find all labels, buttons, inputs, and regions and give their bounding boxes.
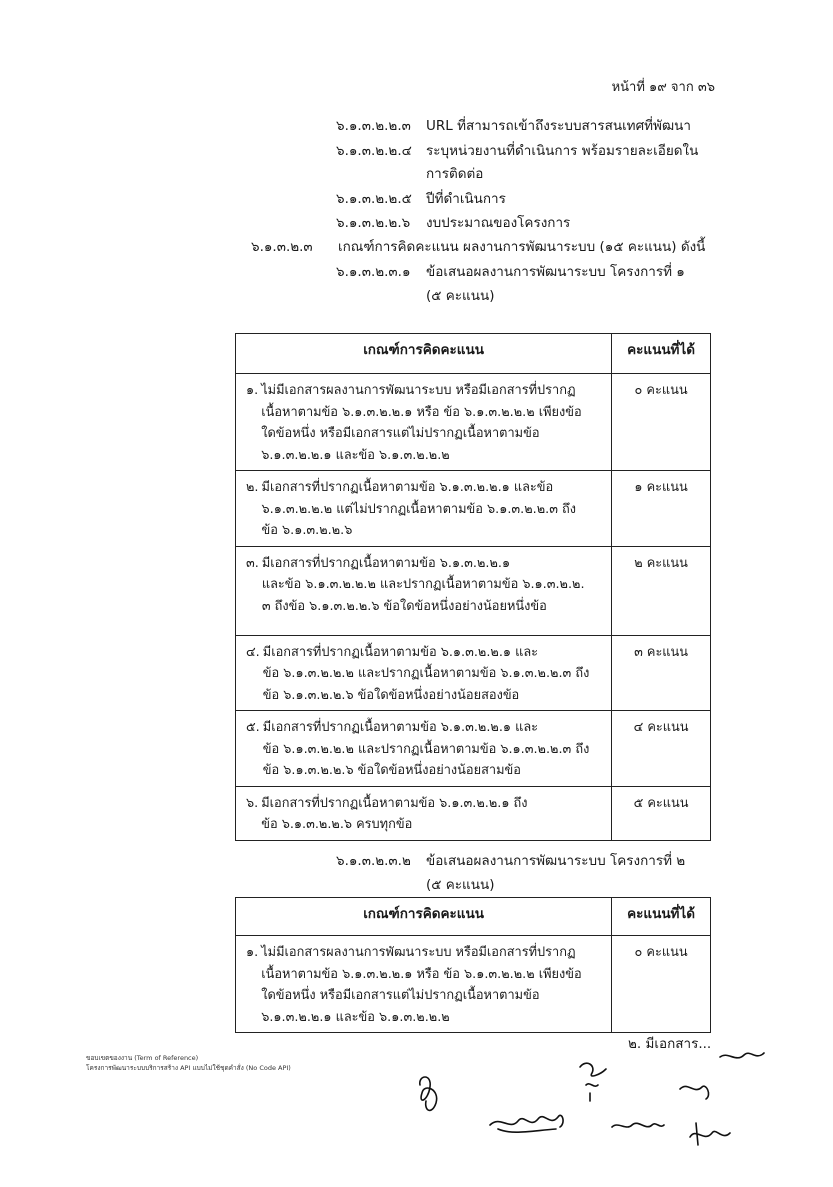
row-number: ๓. — [246, 555, 259, 571]
criteria-table-1 — [235, 333, 711, 841]
row-text: เนื้อหาตามข้อ ๖.๑.๓.๒.๒.๑ หรือ ข้อ ๖.๑.๓.๒.๒.๒ เพียงข้อ — [261, 404, 582, 420]
signature-6 — [612, 1123, 664, 1127]
sub-heading: ข้อเสนอผลงานการพัฒนาระบบ โครงการที่ ๑ — [426, 264, 685, 280]
criteria-table-2 — [235, 897, 711, 1033]
item-text: URL ที่สามารถเข้าถึงระบบสารสนเทศที่พัฒนา — [426, 118, 691, 134]
page-number: หน้าที่ ๑๙ จาก ๓๖ — [611, 80, 715, 95]
row-score: ๑ คะแนน — [612, 471, 711, 547]
row-number: ๒. — [246, 480, 259, 495]
row-text: ข้อ ๖.๑.๓.๒.๒.๒ และปรากฏเนื้อหาตามข้อ ๖.๑.๓.๒.๒.๓ ถึง — [262, 666, 590, 681]
footer-line-2: โครงการพัฒนาระบบบริการสร้าง API แบบไม่ใช้ชุดคำสั่ง (No Code API) — [86, 1064, 291, 1072]
row-text: มีเอกสารที่ปรากฏเนื้อหาตามข้อ ๖.๑.๓.๒.๒.๑ และ — [262, 644, 539, 660]
row-text: ๖.๑.๓.๒.๒.๑ และข้อ ๖.๑.๓.๒.๒.๒ — [261, 447, 450, 463]
header-score: คะแนนที่ได้ — [612, 898, 711, 936]
row-text: ข้อ ๖.๑.๓.๒.๒.๖ ข้อใดข้อหนึ่งอย่างน้อยสามข้อ — [262, 763, 521, 778]
table-row — [236, 374, 711, 471]
item-text: งบประมาณของโครงการ — [426, 215, 571, 231]
row-score: ๓ คะแนน — [612, 635, 711, 711]
signature-1 — [420, 1077, 437, 1110]
row-text: ใดข้อหนึ่ง หรือมีเอกสารแต่ไม่ปรากฏเนื้อหาตามข้อ — [261, 426, 540, 441]
row-text: มีเอกสารที่ปรากฏเนื้อหาตามข้อ ๖.๑.๓.๒.๒.๑ และข้อ — [261, 480, 554, 495]
sub-heading-score: (๕ คะแนน) — [426, 288, 495, 304]
table-row — [236, 546, 711, 635]
sub-heading: ข้อเสนอผลงานการพัฒนาระบบ โครงการที่ ๒ — [426, 853, 686, 869]
row-score: ๐ คะแนน — [612, 936, 711, 1033]
row-score: ๔ คะแนน — [612, 711, 711, 787]
item-number: ๖.๑.๓.๒.๒.๖ — [336, 215, 411, 231]
signature-4 — [680, 1086, 709, 1099]
row-text: ไม่มีเอกสารผลงานการพัฒนาระบบ หรือมีเอกสารที่ปรากฏ — [261, 945, 576, 960]
item-text: ปีที่ดำเนินการ — [426, 191, 506, 207]
row-text: ๓ ถึงข้อ ๖.๑.๓.๒.๒.๖ ข้อใดข้อหนึ่งอย่างน้อยหนึ่งข้อ — [261, 598, 547, 614]
row-score: ๒ คะแนน — [612, 546, 711, 635]
row-text: ข้อ ๖.๑.๓.๒.๒.๖ ครบทุกข้อ — [261, 817, 413, 832]
row-text: ๖.๑.๓.๒.๒.๒ แต่ไม่ปรากฏเนื้อหาตามข้อ ๖.๑.๓.๒.๒.๓ ถึง — [261, 501, 577, 517]
row-text: ๖.๑.๓.๒.๒.๑ และข้อ ๖.๑.๓.๒.๒.๒ — [261, 1009, 450, 1025]
header-criteria: เกณฑ์การคิดคะแนน — [236, 334, 612, 374]
item-number: ๖.๑.๓.๒.๒.๓ — [336, 118, 411, 134]
section-heading: เกณฑ์การคิดคะแนน ผลงานการพัฒนาระบบ (๑๕ คะแนน) ดังนี้ — [338, 239, 706, 255]
signature-3 — [580, 1063, 606, 1101]
row-score: ๕ คะแนน — [612, 786, 711, 840]
row-text: ข้อ ๖.๑.๓.๒.๒.๒ และปรากฏเนื้อหาตามข้อ ๖.๑.๓.๒.๒.๓ ถึง — [262, 741, 590, 757]
item-text-continued: การติดต่อ — [426, 166, 484, 182]
signatures-area — [0, 1045, 833, 1185]
item-number: ๖.๑.๓.๒.๒.๕ — [336, 191, 412, 207]
row-number: ๖. — [246, 795, 259, 811]
row-number: ๑. — [246, 383, 259, 398]
row-number: ๔. — [246, 644, 260, 660]
row-number: ๑. — [246, 945, 259, 960]
row-text: ข้อ ๖.๑.๓.๒.๒.๖ — [261, 523, 353, 538]
row-text: ใดข้อหนึ่ง หรือมีเอกสารแต่ไม่ปรากฏเนื้อหาตามข้อ — [261, 988, 540, 1003]
row-text: และข้อ ๖.๑.๓.๒.๒.๒ และปรากฏเนื้อหาตามข้อ ๖.๑.๓.๒.๒. — [261, 577, 585, 592]
section-number: ๖.๑.๓.๒.๓ — [251, 239, 313, 255]
item-number: ๖.๑.๓.๒.๒.๔ — [336, 143, 412, 159]
row-text: มีเอกสารที่ปรากฏเนื้อหาตามข้อ ๖.๑.๓.๒.๒.๑ และ — [262, 720, 539, 735]
row-number: ๕. — [246, 720, 260, 735]
table-row — [236, 635, 711, 711]
row-score: ๐ คะแนน — [612, 374, 711, 471]
sub-number: ๖.๑.๓.๒.๓.๒ — [336, 853, 411, 869]
row-text: เนื้อหาตามข้อ ๖.๑.๓.๒.๒.๑ หรือ ข้อ ๖.๑.๓.๒.๒.๒ เพียงข้อ — [261, 966, 582, 982]
header-criteria: เกณฑ์การคิดคะแนน — [236, 898, 612, 936]
signature-7 — [690, 1123, 730, 1145]
row-text: มีเอกสารที่ปรากฏเนื้อหาตามข้อ ๖.๑.๓.๒.๒.๑ ถึง — [261, 795, 528, 811]
header-score: คะแนนที่ได้ — [612, 334, 711, 374]
table-row — [236, 786, 711, 840]
signature-5 — [720, 1053, 764, 1058]
table-row — [236, 711, 711, 787]
row-text: ข้อ ๖.๑.๓.๒.๒.๖ ข้อใดข้อหนึ่งอย่างน้อยสองข้อ — [262, 687, 520, 703]
row-text: มีเอกสารที่ปรากฏเนื้อหาตามข้อ ๖.๑.๓.๒.๒.๑ — [261, 555, 511, 571]
table-row — [236, 936, 711, 1033]
table-row — [236, 471, 711, 547]
footer-line-1: ขอบเขตของงาน (Term of Reference) — [86, 1054, 199, 1062]
item-text: ระบุหน่วยงานที่ดำเนินการ พร้อมรายละเอียดใน — [426, 143, 699, 159]
sub-heading-score: (๕ คะแนน) — [426, 877, 495, 893]
signature-2 — [490, 1115, 563, 1132]
sub-number: ๖.๑.๓.๒.๓.๑ — [336, 264, 411, 280]
continuation-text: ๒. มีเอกสาร... — [628, 1036, 712, 1052]
row-text: ไม่มีเอกสารผลงานการพัฒนาระบบ หรือมีเอกสารที่ปรากฏ — [261, 383, 576, 398]
